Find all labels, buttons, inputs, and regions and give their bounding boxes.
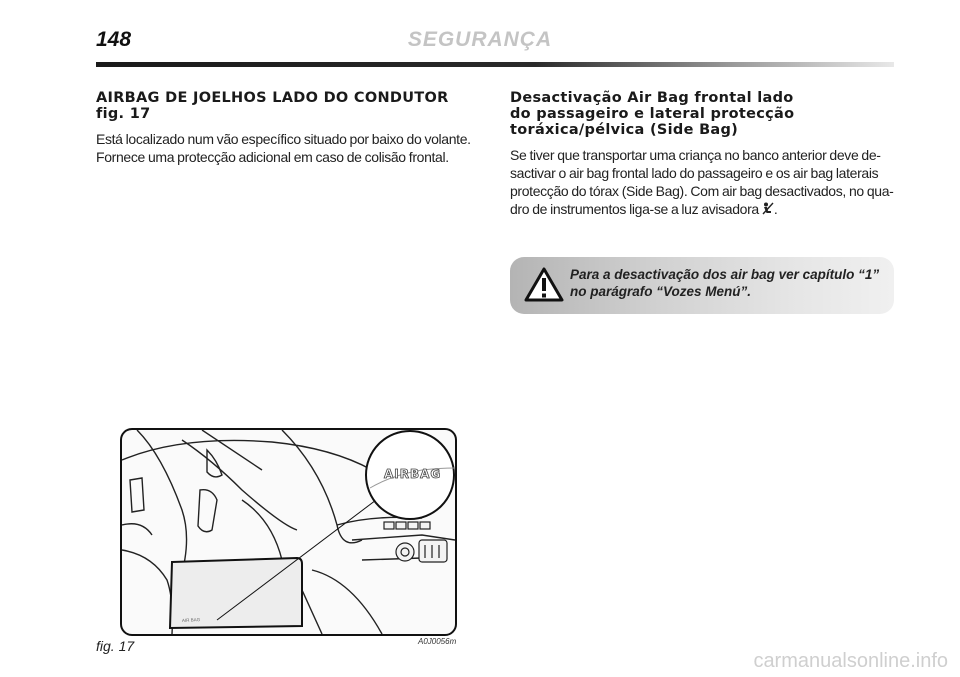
text-line: protecção do tórax (Side Bag). Com air bag desactivados, no qua- <box>510 183 894 199</box>
heading-line: do passageiro e lateral protecção <box>510 106 795 122</box>
zoom-label: AIRBAG <box>384 467 442 481</box>
warning-line: Para a desactivação dos air bag ver capítulo “1” <box>570 267 880 282</box>
text-line: Se tiver que transportar uma criança no banco anterior deve de- <box>510 147 881 163</box>
heading-line: toráxica/pélvica (Side Bag) <box>510 122 739 138</box>
section-title: SEGURANÇA <box>407 28 553 51</box>
heading-line: Desactivação Air Bag frontal lado <box>510 90 794 106</box>
deactivation-text <box>510 146 894 218</box>
deactivation-heading <box>510 90 894 138</box>
heading-line: fig. 17 <box>96 106 151 122</box>
text-line: sactivar o air bag frontal lado do passageiro e os air bag laterais <box>510 165 879 181</box>
page-number: 148 <box>96 28 132 51</box>
warning-line: no parágrafo “Vozes Menú”. <box>570 284 752 299</box>
knee-airbag-illustration <box>120 428 457 636</box>
passenger-airbag-off-icon <box>762 202 774 215</box>
text-line: Está localizado num vão específico situado por baixo do volante. <box>96 131 471 147</box>
watermark: carmanualsonline.info <box>753 650 948 672</box>
warning-box <box>510 257 894 314</box>
knee-airbag-heading <box>96 90 480 122</box>
heading-line: AIRBAG DE JOELHOS LADO DO CONDUTOR <box>96 90 449 106</box>
text-line: Fornece uma protecção adicional em caso de colisão frontal. <box>96 149 449 165</box>
right-column <box>510 90 894 218</box>
dashboard-drawing <box>122 430 455 634</box>
left-column <box>96 90 480 166</box>
figure-caption: fig. 17 <box>96 638 135 654</box>
warning-text <box>570 266 886 300</box>
text-line: dro de instrumentos liga-se a luz avisadora <box>510 201 759 217</box>
panel-label: AIR BAG <box>181 617 201 623</box>
knee-airbag-text <box>96 130 480 166</box>
figure-code: A0J0056m <box>418 637 457 646</box>
header-rule <box>96 62 894 67</box>
warning-triangle-icon <box>524 267 564 303</box>
period: . <box>773 201 778 217</box>
